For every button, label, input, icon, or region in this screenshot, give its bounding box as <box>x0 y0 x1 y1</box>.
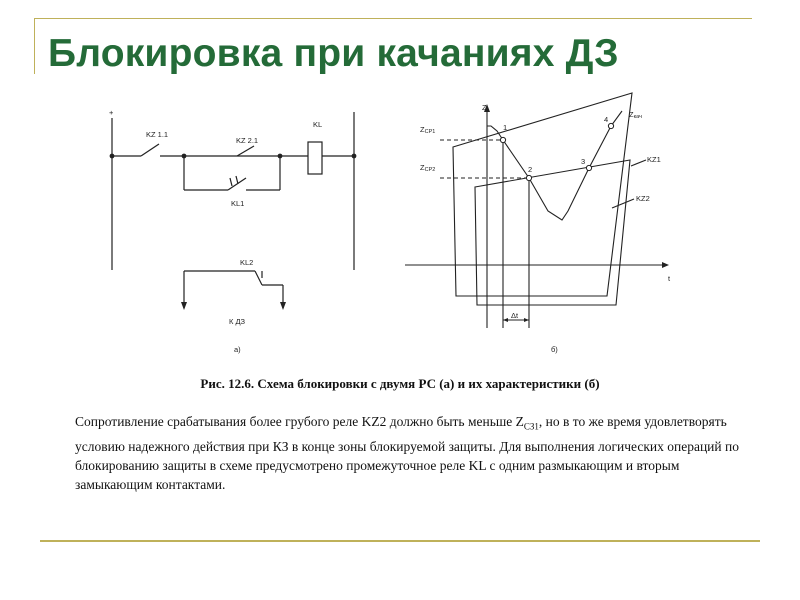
paragraph-subscript: СЗ1 <box>523 421 539 432</box>
paragraph-part-2: , но в то же время удовлетворять условию надежного действия при КЗ в конце зоны блокируемой защиты. Для выполнения логических операций по блокированию защиты в схеме предусмотрено промежуточное реле KL с одним размыкающим и вторым замыкающим контактами. <box>75 414 739 492</box>
body-paragraph <box>75 412 755 494</box>
kz1-label: KZ1 <box>647 155 661 164</box>
point-4-label: 4 <box>604 115 609 124</box>
z-axis-label: Z <box>482 103 487 112</box>
to-dz-label: К ДЗ <box>229 317 246 326</box>
circuit-nodes <box>110 154 357 310</box>
kl1-label: KL1 <box>231 199 245 208</box>
characteristics-graph <box>405 93 666 328</box>
point-2-label: 2 <box>528 165 533 174</box>
circuit-diagram <box>112 112 354 308</box>
kl-label: KL <box>313 120 323 129</box>
kz11-label: KZ 1.1 <box>146 130 169 139</box>
panel-b-label: б) <box>551 345 558 354</box>
graph-markers <box>484 104 669 322</box>
dt-label: Δt <box>511 311 519 320</box>
panel-a-label: а) <box>234 345 241 354</box>
point-1-label: 1 <box>503 123 508 132</box>
graph-points <box>500 123 613 180</box>
plus-label: + <box>109 108 114 117</box>
t-axis-label: t <box>668 274 671 283</box>
slide-title: Блокировка при качаниях ДЗ <box>48 32 619 75</box>
paragraph-part-1: Сопротивление срабатывания более грубого реле KZ2 должно быть меньше Z <box>75 414 524 429</box>
figure-caption: Рис. 12.6. Схема блокировки с двумя РС (а) и их характеристики (б) <box>200 376 600 391</box>
kz21-label: KZ 2.1 <box>236 136 259 145</box>
bottom-rule <box>40 540 760 542</box>
kz2-label: KZ2 <box>636 194 650 203</box>
kl2-label: KL2 <box>240 258 254 267</box>
zsr1-label: ZСР1 <box>420 125 436 135</box>
zkach-label: Zкач <box>629 110 642 120</box>
zsr2-label: ZСР2 <box>420 163 436 173</box>
point-3-label: 3 <box>581 157 586 166</box>
